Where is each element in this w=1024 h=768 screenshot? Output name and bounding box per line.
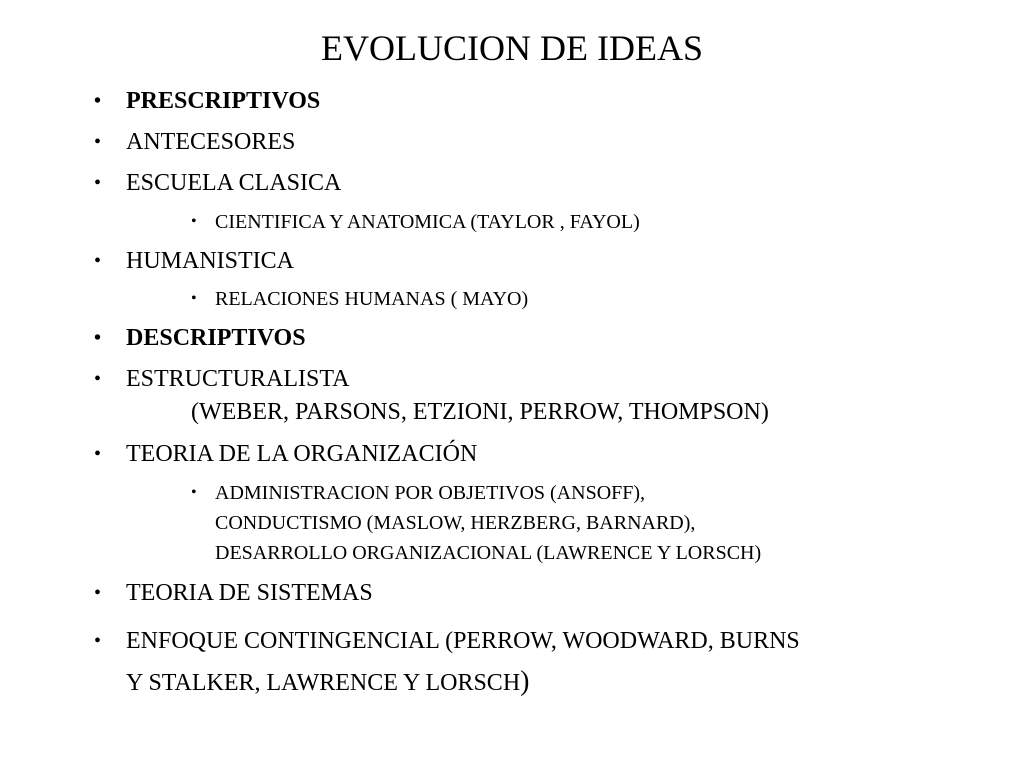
bullet-icon: •: [94, 443, 102, 465]
bullet-icon: •: [191, 213, 197, 230]
bullet-icon: •: [94, 368, 102, 390]
sub-item-cientifica: [191, 207, 640, 237]
sub-item-conductismo: CONDUCTISMO (MASLOW, HERZBERG, BARNARD),: [215, 512, 696, 534]
bullet-icon: •: [94, 327, 102, 349]
estructuralista-authors: (WEBER, PARSONS, ETZIONI, PERROW, THOMPSON): [191, 399, 769, 425]
closing-parenthesis: ): [520, 666, 530, 697]
bullet-item-teoria-organizacion: [94, 439, 478, 469]
enfoque-continuation: [126, 667, 529, 698]
bullet-item-descriptivos: [94, 323, 306, 353]
sub-item-desarrollo: DESARROLLO ORGANIZACIONAL (LAWRENCE Y LORSCH): [215, 542, 762, 564]
item-label: DESCRIPTIVOS: [126, 325, 306, 351]
bullet-icon: •: [94, 90, 102, 112]
bullet-item-teoria-sistemas: [94, 578, 373, 608]
bullet-item-enfoque-contingencial: [94, 626, 800, 656]
sub-item-relaciones: [191, 284, 529, 314]
item-label: PRESCRIPTIVOS: [126, 88, 321, 114]
bullet-item-humanistica: [94, 246, 294, 276]
sub-item-administracion: [191, 478, 646, 508]
bullet-icon: •: [94, 172, 102, 194]
item-label: RELACIONES HUMANAS ( MAYO): [215, 288, 529, 310]
bullet-item-prescriptivos: [94, 86, 321, 116]
item-label: TEORIA DE LA ORGANIZACIÓN: [126, 441, 478, 467]
item-label: ANTECESORES: [126, 129, 296, 155]
bullet-item-escuela-clasica: [94, 168, 342, 198]
item-label: TEORIA DE SISTEMAS: [126, 580, 373, 606]
enfoque-line2: Y STALKER, LAWRENCE Y LORSCH: [126, 670, 521, 696]
bullet-icon: •: [191, 484, 197, 501]
bullet-icon: •: [94, 582, 102, 604]
bullet-item-estructuralista: [94, 364, 350, 394]
bullet-icon: •: [191, 290, 197, 307]
item-label: ESCUELA CLASICA: [126, 170, 342, 196]
item-label: HUMANISTICA: [126, 248, 294, 274]
bullet-icon: •: [94, 630, 102, 652]
item-label: CIENTIFICA Y ANATOMICA (TAYLOR , FAYOL): [215, 211, 640, 233]
item-label: ENFOQUE CONTINGENCIAL (PERROW, WOODWARD, BURNS: [126, 628, 800, 654]
slide-title: EVOLUCION DE IDEAS: [321, 28, 703, 68]
bullet-item-antecesores: [94, 127, 296, 157]
bullet-icon: •: [94, 250, 102, 272]
item-label: ESTRUCTURALISTA: [126, 366, 350, 392]
bullet-icon: •: [94, 131, 102, 153]
item-label: ADMINISTRACION POR OBJETIVOS (ANSOFF),: [215, 482, 646, 504]
